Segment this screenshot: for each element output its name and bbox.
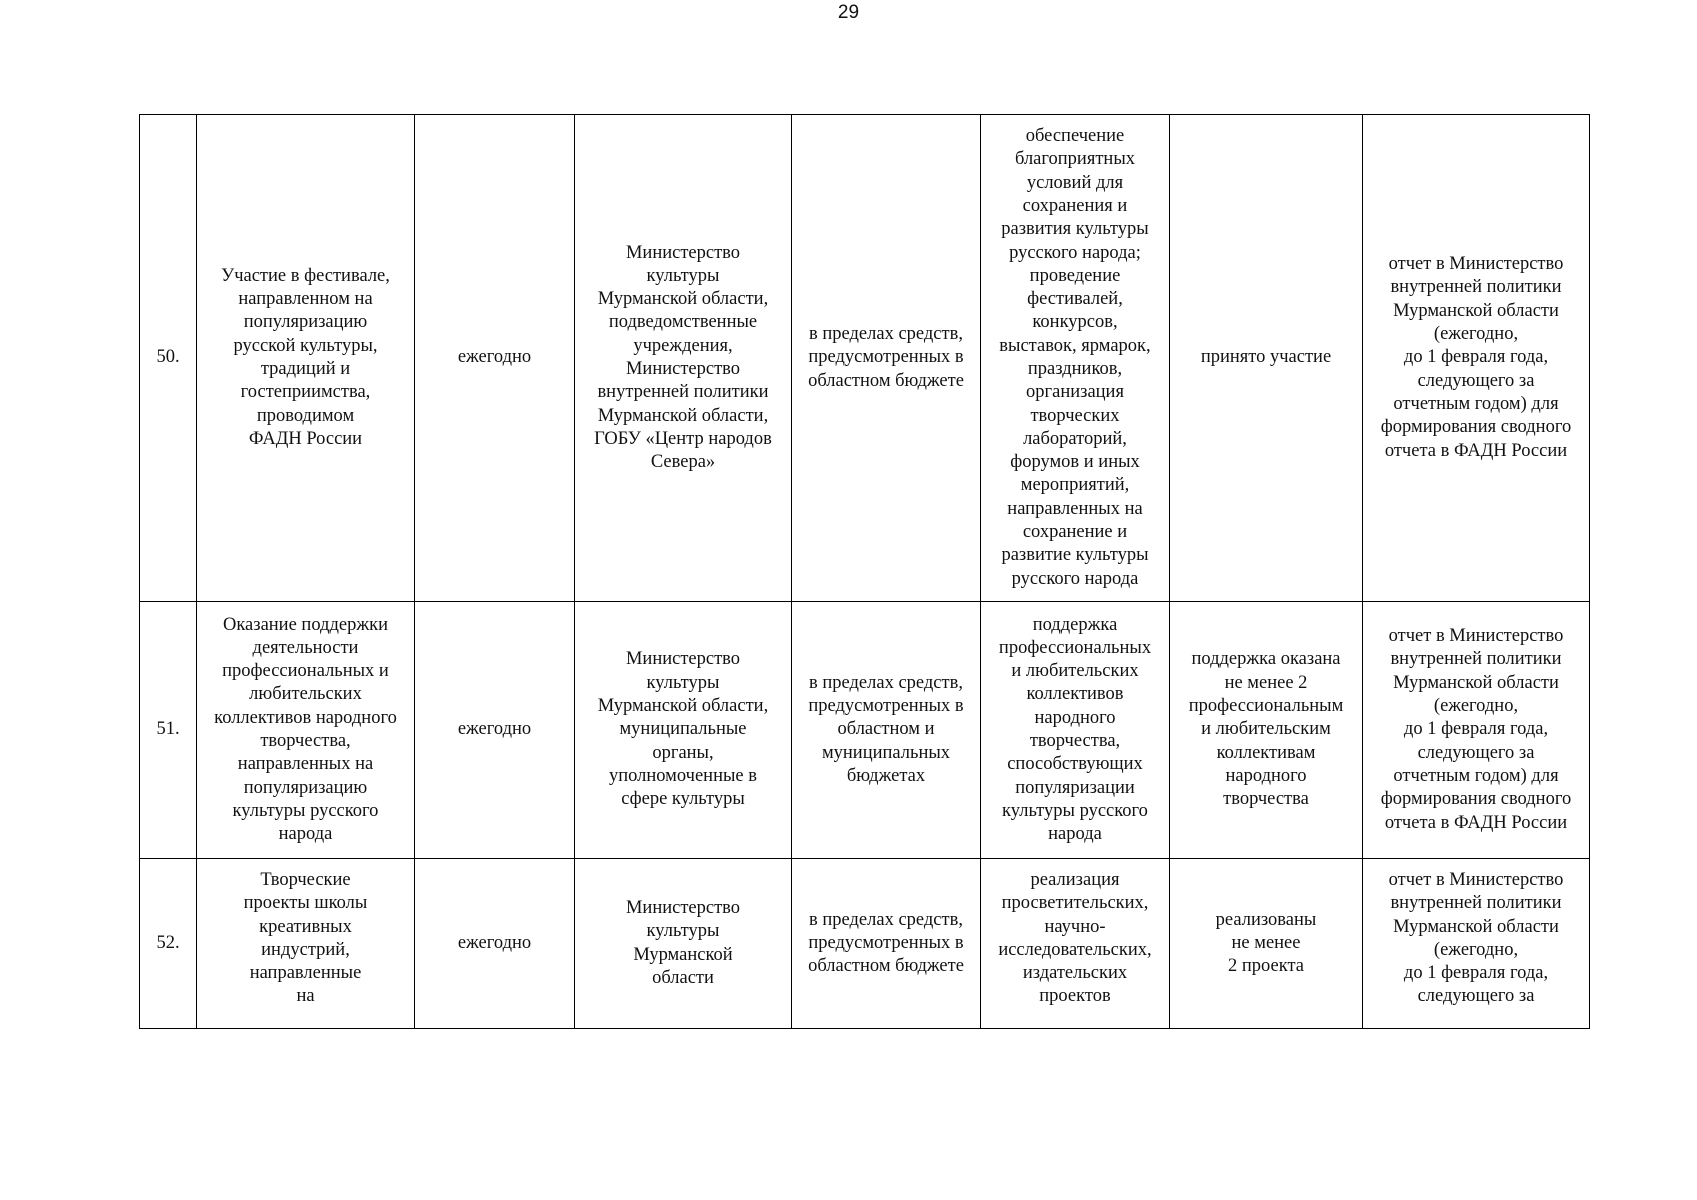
event-cell: Оказание поддержки деятельности профессиональных и любительских коллективов народного творчества, направленных на популяризацию культуры русского народа (197, 602, 415, 859)
row-number: 51. (140, 602, 197, 859)
period-cell: ежегодно (415, 115, 575, 602)
page-number: 29 (837, 2, 860, 23)
funding-cell: в пределах средств, предусмотренных в областном бюджете (792, 115, 981, 602)
event-cell: Творческие проекты школы креативных индустрий, направленные на (197, 859, 415, 1029)
event-cell: Участие в фестивале, направленном на популяризацию русской культуры, традиций и гостеприимства, проводимом ФАДН России (197, 115, 415, 602)
funding-cell: в пределах средств, предусмотренных в областном бюджете (792, 859, 981, 1029)
executors-cell: Министерство культуры Мурманской области, подведомственные учреждения, Министерство внутренней политики Мурманской области, ГОБУ «Центр народов Севера» (575, 115, 792, 602)
executors-cell: Министерство культуры Мурманской области, муниципальные органы, уполномоченные в сфере культуры (575, 602, 792, 859)
result-cell: поддержка профессиональных и любительских коллективов народного творчества, способствующих популяризации культуры русского народа (981, 602, 1170, 859)
report-cell: отчет в Министерство внутренней политики Мурманской области (ежегодно, до 1 февраля года, следующего за отчетным годом) для формирования сводного отчета в ФАДН России (1363, 115, 1590, 602)
indicator-cell: поддержка оказана не менее 2 профессиональным и любительским коллективам народного творчества (1170, 602, 1363, 859)
table-row (140, 115, 1590, 602)
funding-cell: в пределах средств, предусмотренных в областном и муниципальных бюджетах (792, 602, 981, 859)
result-cell: реализация просветительских, научно- исследовательских, издательских проектов (981, 859, 1170, 1029)
executors-cell: Министерство культуры Мурманской области (575, 859, 792, 1029)
report-cell: отчет в Министерство внутренней политики Мурманской области (ежегодно, до 1 февраля года, следующего за (1363, 859, 1590, 1029)
report-cell: отчет в Министерство внутренней политики Мурманской области (ежегодно, до 1 февраля года, следующего за отчетным годом) для формирования сводного отчета в ФАДН России (1363, 602, 1590, 859)
activities-table (139, 114, 1590, 1029)
period-cell: ежегодно (415, 859, 575, 1029)
period-cell: ежегодно (415, 602, 575, 859)
indicator-cell: реализованы не менее 2 проекта (1170, 859, 1363, 1029)
result-cell: обеспечение благоприятных условий для сохранения и развития культуры русского народа; проведение фестивалей, конкурсов, выставок, ярмарок, праздников, организация творческих лабораторий, форумов и иных мероприятий, направленных на сохранение и развитие культуры русского народа (981, 115, 1170, 602)
table-row (140, 602, 1590, 859)
row-number: 50. (140, 115, 197, 602)
indicator-cell: принято участие (1170, 115, 1363, 602)
table-row (140, 859, 1590, 1029)
row-number: 52. (140, 859, 197, 1029)
